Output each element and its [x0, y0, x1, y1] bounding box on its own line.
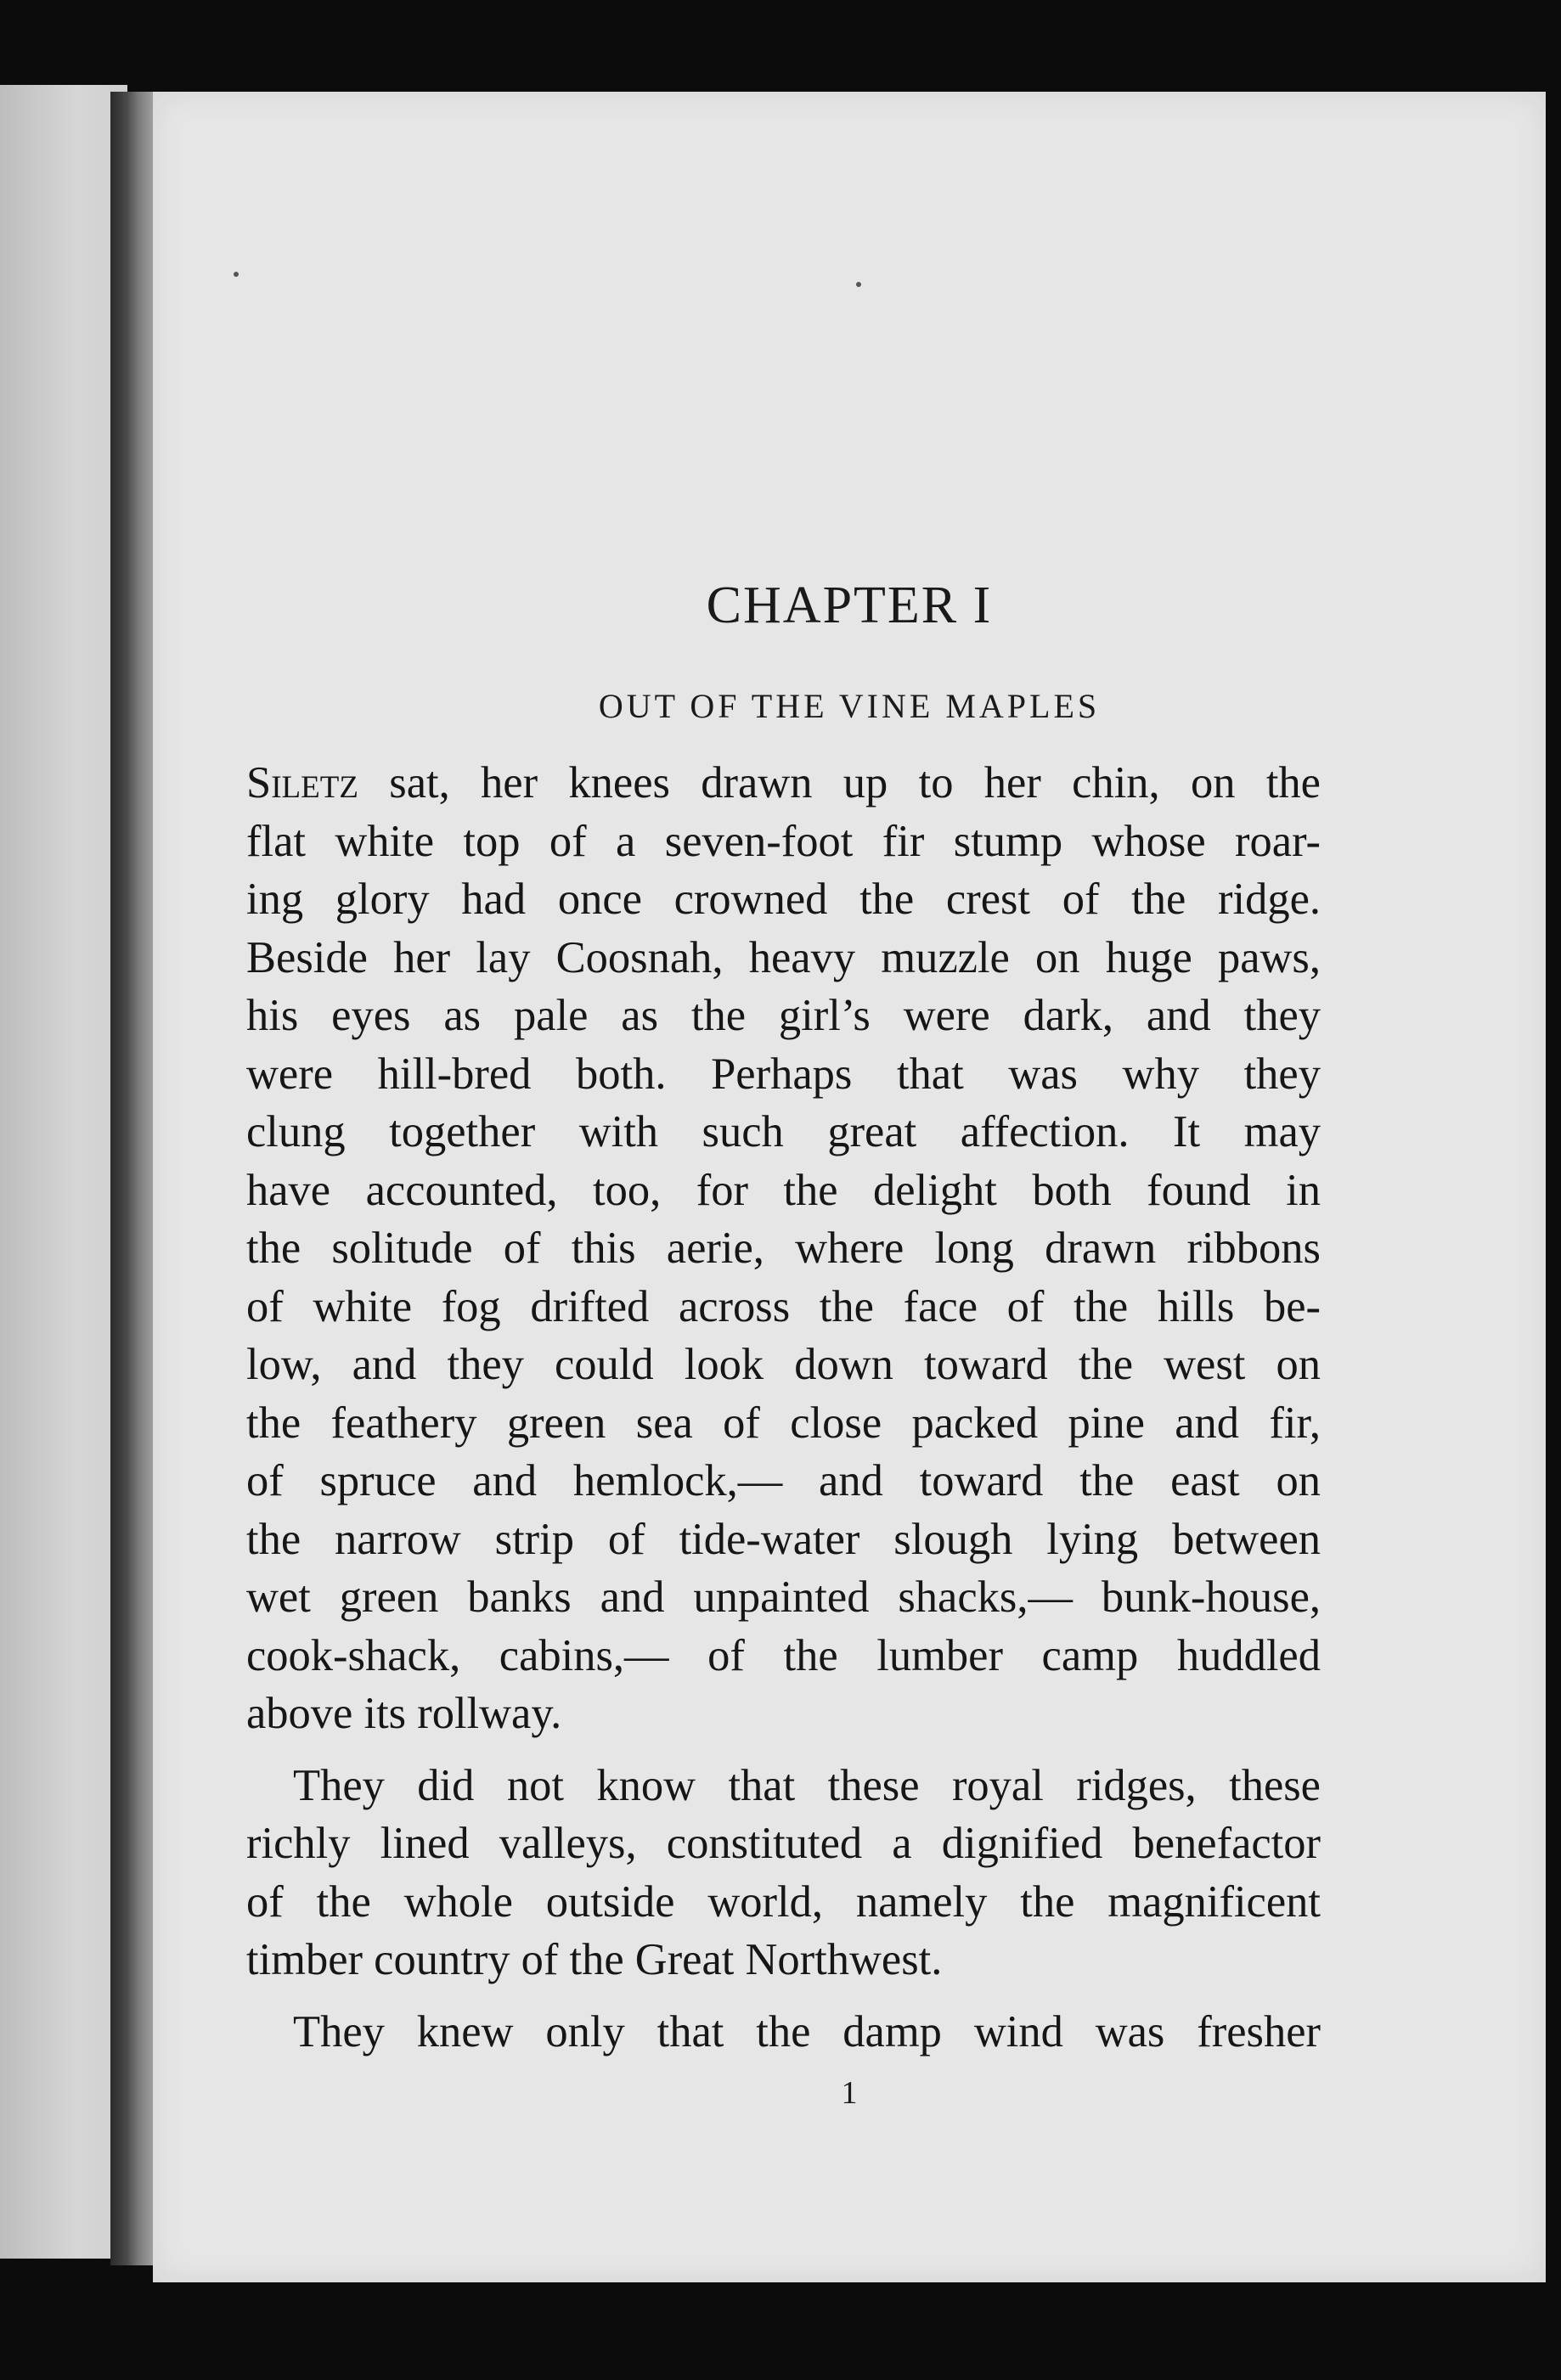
book-gutter [110, 92, 157, 2265]
paper-speck [856, 282, 861, 287]
text-line: have accounted, too, for the delight both found in [246, 1165, 1321, 1215]
text-line: wet green banks and unpainted shacks,— bunk-house, [246, 1573, 1321, 1622]
body-text [246, 754, 1321, 2061]
text-line: They knew only that the damp wind was fresher [293, 2006, 1321, 2056]
text-line: timber country of the Great Northwest. [246, 1935, 943, 1984]
text-line: the narrow strip of tide-water slough lying between [246, 1514, 1321, 1564]
text-line: his eyes as pale as the girl’s were dark, and they [246, 991, 1321, 1040]
text-line: the feathery green sea of close packed pine and fir, [246, 1398, 1321, 1448]
text-line: of the whole outside world, namely the magnificent [246, 1876, 1321, 1927]
text-line: of spruce and hemlock,— and toward the east on [246, 1456, 1321, 1505]
text-line: of white fog drifted across the face of the hills be- [246, 1281, 1321, 1331]
book-page [153, 92, 1546, 2282]
chapter-title: CHAPTER I [706, 577, 993, 634]
text-line: flat white top of a seven-foot fir stump whose roar- [246, 816, 1321, 866]
text-line: They did not know that these royal ridges, these [293, 1760, 1321, 1810]
text-line: Beside her lay Coosnah, heavy muzzle on huge paws, [246, 932, 1321, 982]
paper-speck [234, 272, 239, 277]
paragraph-gap [246, 1743, 1321, 1757]
text-line: above its rollway. [246, 1689, 562, 1738]
chapter-subtitle: OUT OF THE VINE MAPLES [598, 687, 1101, 725]
text-line: the solitude of this aerie, where long drawn ribbons [246, 1224, 1321, 1273]
text-line: cook-shack, cabins,— of the lumber camp huddled [246, 1630, 1321, 1680]
text-line: low, and they could look down toward the west on [246, 1340, 1321, 1389]
text-line: richly lined valleys, constituted a dignified benefactor [246, 1819, 1321, 1868]
text-line: were hill-bred both. Perhaps that was why they [246, 1049, 1321, 1099]
text-line: clung together with such great affection. It may [246, 1107, 1321, 1156]
paragraph-gap [246, 1989, 1321, 2003]
lead-word: Siletz [246, 758, 358, 807]
text-line: ing glory had once crowned the crest of the ridge. [246, 875, 1321, 924]
text-line: Siletz sat, her knees drawn up to her chin, on the [246, 758, 1321, 807]
page-number: 1 [841, 2075, 858, 2111]
facing-page-edge [0, 85, 127, 2259]
